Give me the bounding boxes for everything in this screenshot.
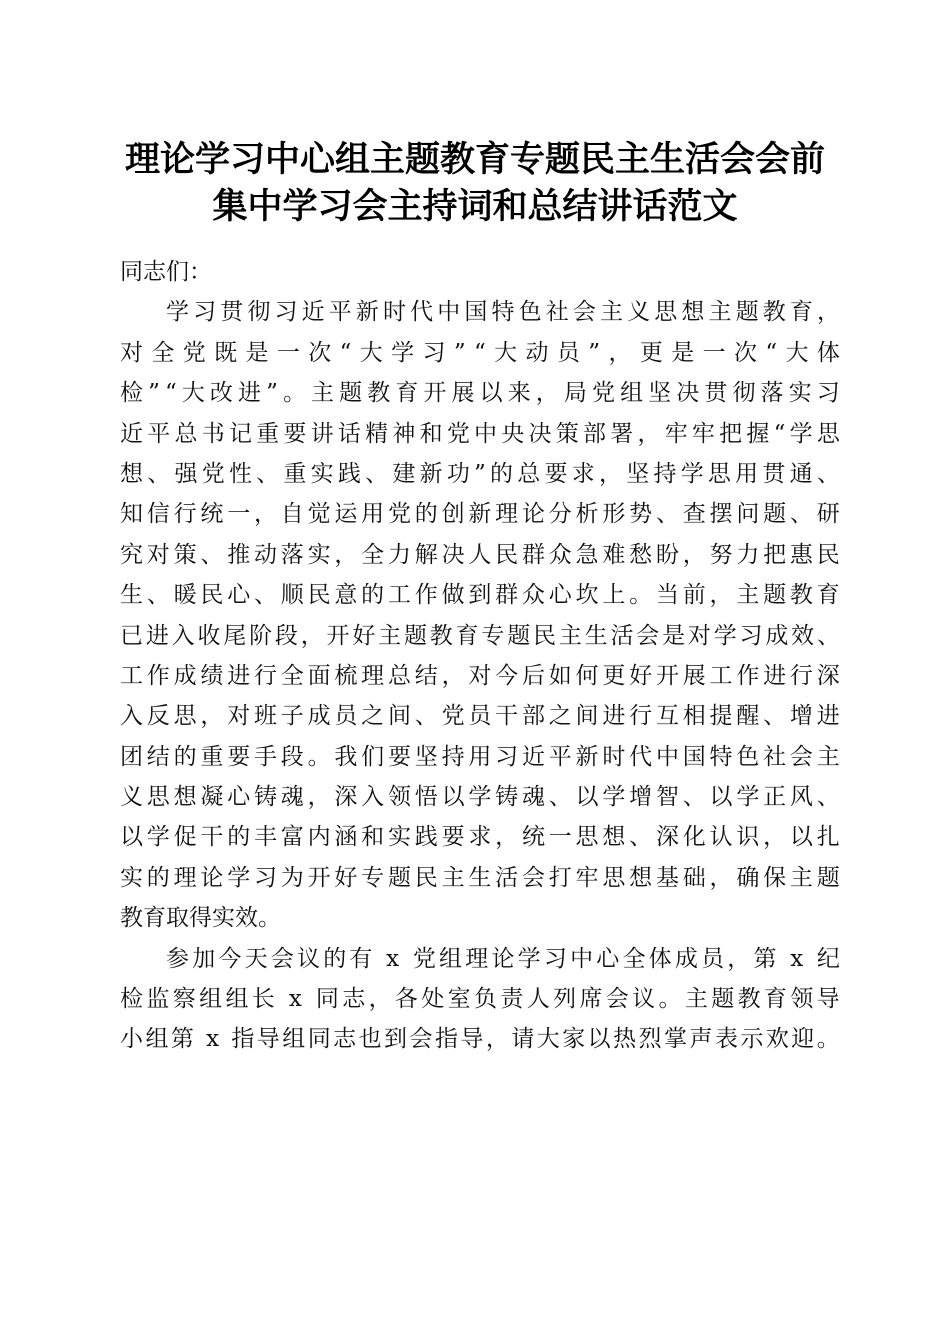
paragraph-line: 工 作 成 绩 进 行 全 面 梳 理 总 结 ， 对 今 后 如 何 更 好 开 展 工 作 进 行 深 xyxy=(120,662,840,689)
greeting: 同志们： xyxy=(120,259,212,285)
paragraph-line: 入 反 思 ， 对 班 子 成 员 之 间 、 党 员 干 部 之 间 进 行 互 相 提 醒 、 增 进 xyxy=(120,703,840,730)
document-title-line-1: 理论学习中心组主题教育专题民主生活会会前 xyxy=(124,139,825,180)
paragraph-line: 小 组 第 x 指 导 组 同 志 也 到 会 指 导 ， 请 大 家 以 热 烈 掌 声 表 示 欢 迎 。 xyxy=(120,1026,840,1053)
paragraph-line: 对 全 党 既 是 一 次 “ 大 学 习 ” “ 大 动 员 ” ， 更 是 一 次 “ 大 体 xyxy=(120,339,840,366)
paragraph-line: 义 思 想 凝 心 铸 魂 ， 深 入 领 悟 以 学 铸 魂 、 以 学 增 智 、 以 学 正 风 、 xyxy=(120,784,840,811)
paragraph-line: 参 加 今 天 会 议 的 有 x 党 组 理 论 学 习 中 心 全 体 成 员 ， 第 x 纪 xyxy=(166,945,840,972)
paragraph-line: 知 信 行 统 一 ， 自 觉 运 用 党 的 创 新 理 论 分 析 形 势 、 查 摆 问 题 、 研 xyxy=(120,501,840,528)
paragraph-line: 究 对 策 、 推 动 落 实 ， 全 力 解 决 人 民 群 众 急 难 愁 盼 ， 努 力 把 惠 民 xyxy=(120,541,840,568)
paragraph-line: 已 进 入 收 尾 阶 段 ， 开 好 主 题 教 育 专 题 民 主 生 活 会 是 对 学 习 成 效 、 xyxy=(120,622,840,649)
paragraph-2 xyxy=(120,939,840,1060)
paragraph-line: 团 结 的 重 要 手 段 。 我 们 要 坚 持 用 习 近 平 新 时 代 中 国 特 色 社 会 主 xyxy=(120,743,840,770)
paragraph-line: 实 的 理 论 学 习 为 开 好 专 题 民 主 生 活 会 打 牢 思 想 基 础 ， 确 保 主 题 xyxy=(120,864,840,891)
document-body xyxy=(120,252,840,1060)
paragraph-line: 近 平 总 书 记 重 要 讲 话 精 神 和 党 中 央 决 策 部 署 ， 牢 牢 把 握 “ 学 思 xyxy=(120,420,840,447)
document-title-line-2: 集中学习会主持词和总结讲话范文 xyxy=(212,186,738,227)
paragraph-line: 想 、 强 党 性 、 重 实 践 、 建 新 功 ” 的 总 要 求 ， 坚 持 学 思 用 贯 通 、 xyxy=(120,460,840,487)
paragraph-1 xyxy=(120,292,840,938)
paragraph-line: 生 、 暖 民 心 、 顺 民 意 的 工 作 做 到 群 众 心 坎 上 。 当 前 ， 主 题 教 育 xyxy=(120,582,840,609)
paragraph-line: 以 学 促 干 的 丰 富 内 涵 和 实 践 要 求 ， 统 一 思 想 、 深 化 认 识 ， 以 扎 xyxy=(120,824,840,851)
paragraph-line: 教育取得实效。 xyxy=(120,905,281,932)
paragraph-line: 检 监 察 组 组 长 x 同 志 ， 各 处 室 负 责 人 列 席 会 议 。 主 题 教 育 领 导 xyxy=(120,986,840,1013)
paragraph-line: 学 习 贯 彻 习 近 平 新 时 代 中 国 特 色 社 会 主 义 思 想 主 题 教 育 ， xyxy=(166,299,840,326)
paragraph-line: 检 ” “ 大 改 进 ” 。 主 题 教 育 开 展 以 来 ， 局 党 组 坚 决 贯 彻 落 实 习 xyxy=(120,380,840,407)
